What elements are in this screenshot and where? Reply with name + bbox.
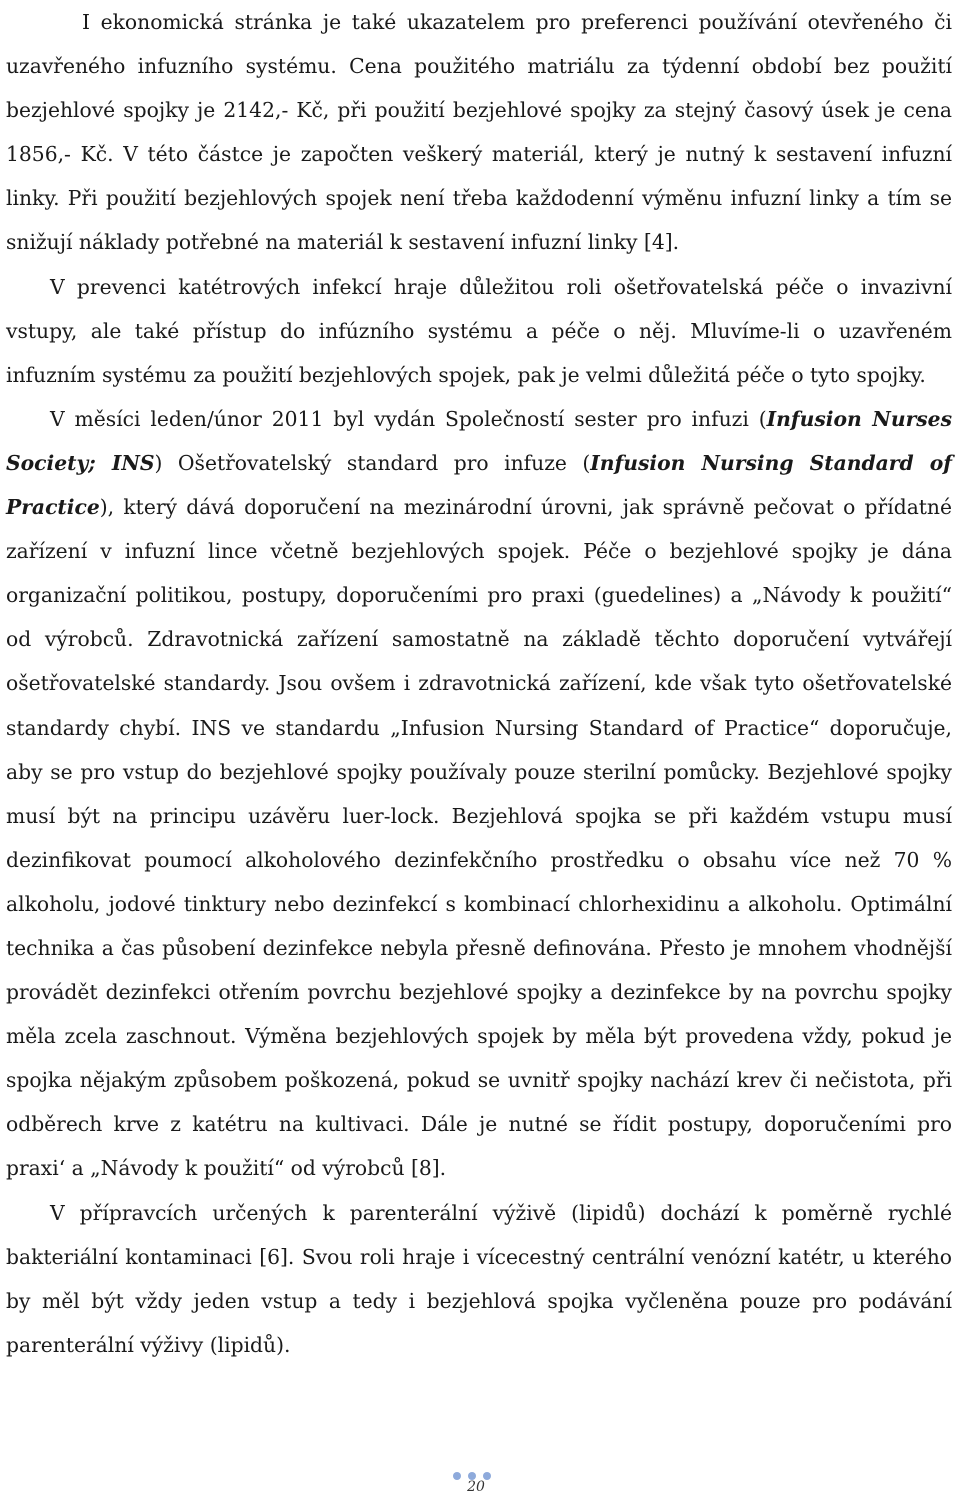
page-footer — [0, 1468, 960, 1498]
paragraph-economics: I ekonomická stránka je také ukazatelem pro preferenci používání otevřeného či uzavřeného infuzního systému. Cena použitého matriálu za týdenní období bez použití bezjehlové spojky je 2142,- Kč, při použití bezjehlové spojky za stejný časový úsek je cena 1856,- Kč. V této částce je započten veškerý materiál, který je nutný k sestavení infuzní linky. Při použití bezjehlových spojek není třeba každodenní výměnu infuzní linky a tím se snižují náklady potřebné na materiál k sestavení infuzní linky [4]. — [6, 10, 952, 255]
document-body — [6, 0, 952, 1367]
paragraph-text-segment: V měsíci leden/únor 2011 byl vydán Společností sester pro infuzi ( — [50, 406, 767, 431]
paragraph-ins-standard — [6, 397, 952, 1191]
paragraph-text-segment: ) Ošetřovatelský standard pro infuze ( — [154, 450, 591, 475]
paragraph-parenteral: V přípravcích určených k parenterální výživě (lipidů) dochází k poměrně rychlé bakteriální kontaminaci [6]. Svou roli hraje i vícecestný centrální venózní katétr, u kterého by měl být vždy jeden vstup a tedy i bezjehlová spojka vyčleněna pouze pro podávání parenterální výživy (lipidů). — [6, 1200, 952, 1357]
paragraph-text-segment: ), který dává doporučení na mezinárodní úrovni, jak správně pečovat o přídatné zařízení v infuzní lince včetně bezjehlových spojek. Péče o bezjehlové spojky je dána organizační politikou, postupy, doporučeními pro praxi (guedelines) a „Návody k použití“ od výrobců. Zdravotnická zařízení samostatně na základě těchto doporučení vytvářejí ošetřovatelské standardy. Jsou ovšem i zdravotnická zařízení, kde však tyto ošetřovatelské standardy chybí. INS ve standardu „Infusion Nursing Standard of Practice“ doporučuje, aby se pro vstup do bezjehlové spojky používaly pouze sterilní pomůcky. Bezjehlové spojky musí být na principu uzávěru luer-lock. Bezjehlová spojka se při každém vstupu musí dezinfikovat poumocí alkoholového dezinfekčního prostředku o obsahu více než 70 % alkoholu, jodové tinktury nebo dezinfekcí s kombinací chlorhexidinu a alkoholu. Optimální technika a čas působení dezinfekce nebyla přesně definována. Přesto je mnohem vhodnější provádět dezinfekci otřením povrchu bezjehlové spojky a dezinfekce by na povrchu spojky měla zcela zaschnout. Výměna bezjehlových spojek by měla být provedena vždy, pokud je spojka nějakým způsobem poškozená, pokud se uvnitř spojky nachází krev či nečistota, při odběrech krve z katétru na kultivaci. Dále je nutné se řídit postupy, doporučeními pro praxi‘ a „Návody k použití“ od výrobců [8]. — [6, 495, 952, 1181]
paragraph-prevention: V prevenci katétrových infekcí hraje důležitou roli ošetřovatelská péče o invazivní vstupy, ale také přístup do infúzního systému a péče o něj. Mluvíme-li o uzavřeném infuzním systému za použití bezjehlových spojek, pak je velmi důležitá péče o tyto spojky. — [6, 274, 952, 387]
italic-standard-name: Infusion Nursing Standard of Practice — [6, 450, 953, 520]
page-number: 20 — [467, 1479, 485, 1495]
italic-society-name: Infusion Nurses Society; INS — [6, 406, 952, 475]
